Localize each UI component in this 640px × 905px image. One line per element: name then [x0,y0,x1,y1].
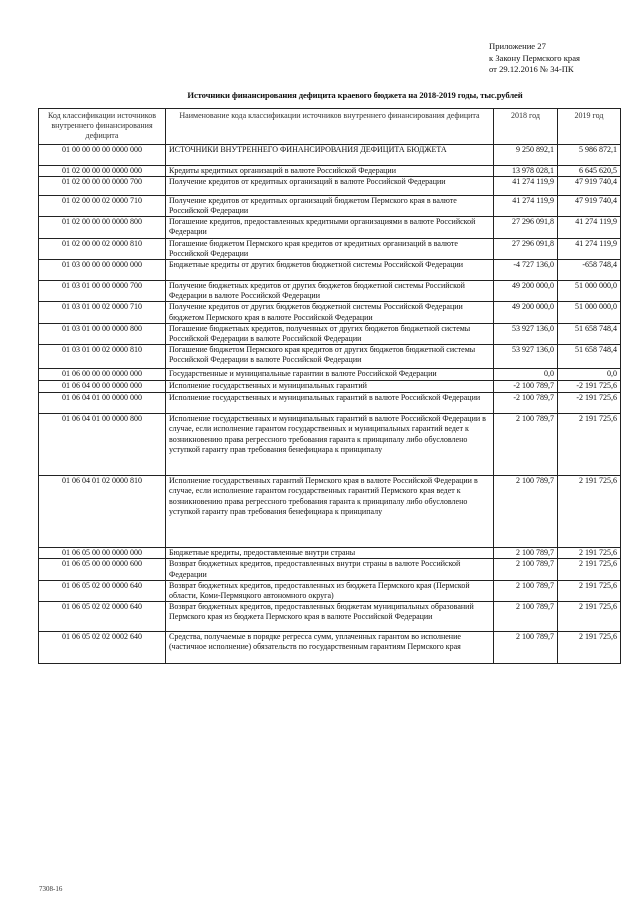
row-name: Получение бюджетных кредитов от других бюджетов бюджетной системы Российской Федерации в валюте Российской Федерации [166,281,494,302]
row-name: Средства, получаемые в порядке регресса сумм, уплаченных гарантом во исполнение (частичное исполнение) обязательств по государственным гарантиям Пермского края [166,632,494,664]
row-name: Возврат бюджетных кредитов, предоставленных бюджетам муниципальных образований Пермского края из бюджета Пермского края в валюте Российской Федерации [166,602,494,632]
row-value-2018: 2 100 789,7 [494,580,558,601]
row-name: Бюджетные кредиты от других бюджетов бюджетной системы Российской Федерации [166,260,494,281]
row-code: 01 06 04 01 00 0000 800 [39,414,166,476]
row-value-2019: 51 658 748,4 [558,345,621,369]
row-name: Получение кредитов от кредитных организаций в валюте Российской Федерации [166,176,494,195]
row-value-2019: 0,0 [558,369,621,381]
row-value-2018: 2 100 789,7 [494,559,558,580]
row-value-2019: 41 274 119,9 [558,238,621,259]
table-row [39,476,621,548]
table-row [39,345,621,369]
row-name: Исполнение государственных и муниципальных гарантий [166,381,494,393]
row-name: Погашение бюджетом Пермского края кредитов от других бюджетов бюджетной системы Российской Федерации в валюте Российской Федерации [166,345,494,369]
row-value-2018: 2 100 789,7 [494,632,558,664]
row-value-2018: 49 200 000,0 [494,302,558,323]
row-code: 01 06 05 00 00 0000 600 [39,559,166,580]
table-row [39,176,621,195]
row-name: Кредиты кредитных организаций в валюте Российской Федерации [166,165,494,176]
row-value-2018: 53 927 136,0 [494,323,558,344]
row-name: Погашение бюджетных кредитов, полученных от других бюджетов бюджетной системы Российской Федерации в валюте Российской Федерации [166,323,494,344]
row-name: Возврат бюджетных кредитов, предоставленных из бюджета Пермского края (Пермской области, Коми-Пермяцкого автономного округа) [166,580,494,601]
row-code: 01 02 00 00 02 0000 710 [39,195,166,216]
table-body [39,144,621,664]
table-row [39,580,621,601]
row-code: 01 06 05 02 00 0000 640 [39,580,166,601]
row-value-2019: 51 000 000,0 [558,302,621,323]
table-row [39,195,621,216]
row-value-2019: 2 191 725,6 [558,414,621,476]
table-row [39,393,621,414]
row-code: 01 06 05 02 02 0000 640 [39,602,166,632]
row-code: 01 02 00 00 00 0000 700 [39,176,166,195]
row-value-2019: 51 658 748,4 [558,323,621,344]
row-value-2018: 27 296 091,8 [494,238,558,259]
table-row [39,559,621,580]
row-value-2019: 41 274 119,9 [558,217,621,238]
row-code: 01 03 01 00 00 0000 700 [39,281,166,302]
table-row [39,632,621,664]
row-value-2018: 2 100 789,7 [494,414,558,476]
appendix-line-1: Приложение 27 [489,41,546,51]
footer-code: 7308-16 [39,885,63,893]
row-value-2019: -658 748,4 [558,260,621,281]
row-code: 01 06 04 01 00 0000 000 [39,393,166,414]
header-2018: 2018 год [494,109,558,145]
row-name: Государственные и муниципальные гарантии в валюте Российской Федерации [166,369,494,381]
row-value-2018: 2 100 789,7 [494,548,558,559]
row-code: 01 06 04 01 02 0000 810 [39,476,166,548]
row-name: Получение кредитов от кредитных организаций бюджетом Пермского края в валюте Российской Федерации [166,195,494,216]
table-row [39,369,621,381]
row-code: 01 06 04 00 00 0000 000 [39,381,166,393]
row-code: 01 00 00 00 00 0000 000 [39,144,166,165]
row-value-2018: 41 274 119,9 [494,195,558,216]
table-row [39,144,621,165]
row-value-2018: 2 100 789,7 [494,602,558,632]
row-value-2019: 47 919 740,4 [558,176,621,195]
row-code: 01 02 00 00 02 0000 810 [39,238,166,259]
row-code: 01 02 00 00 00 0000 000 [39,165,166,176]
row-value-2018: 53 927 136,0 [494,345,558,369]
row-name: Исполнение государственных гарантий Пермского края в валюте Российской Федерации в случае, если исполнение гарантом государственных гарантий Пермского края ведет к возникновению права регрессного требования гаранта к принципалу либо обусловлено уступкой гаранту прав требования бенефициара к принципалу [166,476,494,548]
row-code: 01 06 05 00 00 0000 000 [39,548,166,559]
row-code: 01 02 00 00 00 0000 800 [39,217,166,238]
table-row [39,381,621,393]
row-name: Возврат бюджетных кредитов, предоставленных внутри страны в валюте Российской Федерации [166,559,494,580]
table-row [39,217,621,238]
row-value-2018: 27 296 091,8 [494,217,558,238]
row-name: Исполнение государственных и муниципальных гарантий в валюте Российской Федерации в случае, если исполнение гарантом государственных и муниципальных гарантий ведет к возникновению права регрессного требования гаранта к принципалу либо обусловлено уступкой гаранту прав требования бенефициара к принципалу [166,414,494,476]
row-value-2018: 49 200 000,0 [494,281,558,302]
table-row [39,414,621,476]
row-value-2019: -2 191 725,6 [558,393,621,414]
financing-sources-table [38,108,621,664]
table-row [39,260,621,281]
row-code: 01 06 05 02 02 0002 640 [39,632,166,664]
document-title: Источники финансирования дефицита краевого бюджета на 2018-2019 годы, тыс.рублей [187,90,523,100]
table-row [39,302,621,323]
table-row [39,238,621,259]
row-name: Исполнение государственных и муниципальных гарантий в валюте Российской Федерации [166,393,494,414]
row-value-2018: 13 978 028,1 [494,165,558,176]
table-row [39,323,621,344]
header-2019: 2019 год [558,109,621,145]
row-value-2018: 41 274 119,9 [494,176,558,195]
row-name: ИСТОЧНИКИ ВНУТРЕННЕГО ФИНАНСИРОВАНИЯ ДЕФИЦИТА БЮДЖЕТА [166,144,494,165]
row-value-2019: 2 191 725,6 [558,559,621,580]
row-name: Бюджетные кредиты, предоставленные внутри страны [166,548,494,559]
appendix-line-2: к Закону Пермского края [489,52,580,63]
table-row [39,165,621,176]
row-value-2019: -2 191 725,6 [558,381,621,393]
row-value-2018: -4 727 136,0 [494,260,558,281]
row-name: Получение кредитов от других бюджетов бюджетной системы Российской Федерации бюджетом Пермского края в валюте Российской Федерации [166,302,494,323]
row-value-2019: 2 191 725,6 [558,632,621,664]
row-code: 01 06 00 00 00 0000 000 [39,369,166,381]
row-code: 01 03 01 00 00 0000 800 [39,323,166,344]
header-name: Наименование кода классификации источников внутреннего финансирования дефицита [166,109,494,145]
appendix-line-3: от 29.12.2016 № 34-ПК [489,64,574,74]
appendix-block [489,41,580,76]
row-code: 01 03 01 00 02 0000 810 [39,345,166,369]
table-row [39,548,621,559]
row-value-2018: 2 100 789,7 [494,476,558,548]
row-value-2018: 9 250 892,1 [494,144,558,165]
row-value-2019: 2 191 725,6 [558,548,621,559]
row-value-2018: -2 100 789,7 [494,393,558,414]
table-row [39,281,621,302]
row-value-2018: -2 100 789,7 [494,381,558,393]
row-name: Погашение кредитов, предоставленных кредитными организациями в валюте Российской Федерации [166,217,494,238]
row-value-2019: 2 191 725,6 [558,580,621,601]
row-value-2019: 6 645 620,5 [558,165,621,176]
row-value-2019: 51 000 000,0 [558,281,621,302]
row-value-2018: 0,0 [494,369,558,381]
row-value-2019: 5 986 872,1 [558,144,621,165]
row-name: Погашение бюджетом Пермского края кредитов от кредитных организаций в валюте Российской Федерации [166,238,494,259]
row-value-2019: 2 191 725,6 [558,476,621,548]
table-row [39,602,621,632]
row-code: 01 03 01 00 02 0000 710 [39,302,166,323]
row-value-2019: 2 191 725,6 [558,602,621,632]
header-code: Код классификации источников внутреннего финансирования дефицита [39,109,166,145]
row-value-2019: 47 919 740,4 [558,195,621,216]
table-header-row [39,109,621,145]
row-code: 01 03 00 00 00 0000 000 [39,260,166,281]
